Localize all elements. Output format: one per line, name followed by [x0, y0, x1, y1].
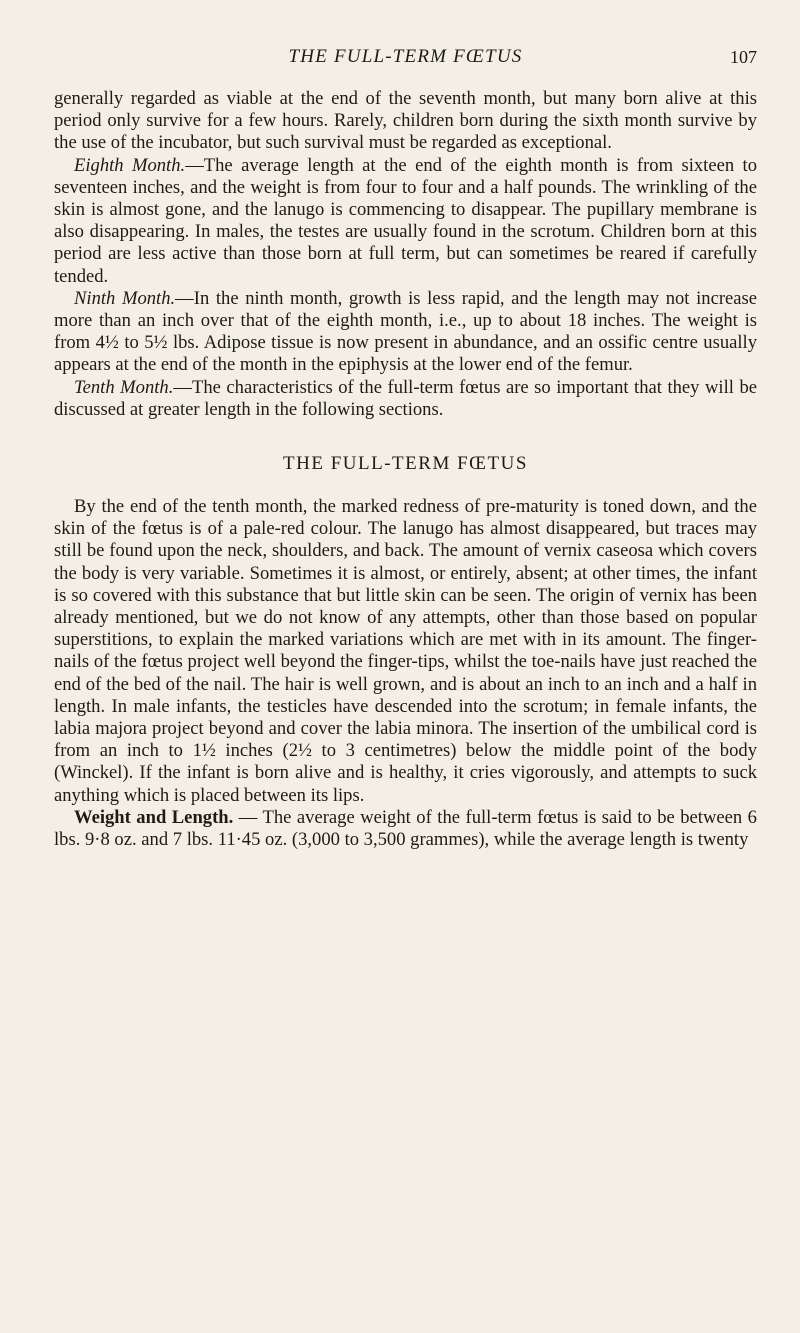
paragraph-text: By the end of the tenth month, the marked redness of pre-maturity is toned down, and the skin of the fœtus is of a pale-red colour. The lanugo has almost disappeared, but traces may still be found upon the neck, shoulders, and back. The amount of vernix caseosa which covers the body is very variable. Sometimes it is almost, or entirely, absent; at other times, the infant is so covered with this substance that but little skin can be seen. The origin of vernix has been already mentioned, but we do not know of any attempts, other than those based on popular superstitions, to explain the marked variations which are met with in its amount. The finger-nails of the fœtus project well beyond the finger-tips, whilst the toe-nails have just reached the end of the bed of the nail. The hair is well grown, and is about an inch to an inch and a half in length. In male infants, the testicles have descended into the scrotum; in female infants, the labia majora project beyond and cover the labia minora. The insertion of the umbilical cord is from an inch to 1½ inches (2½ to 3 centimetres) below the middle point of the body (Winckel). If the infant is born alive and is healthy, it cries vigorously, and attempts to suck anything which is placed between its lips.: [54, 496, 757, 806]
paragraph-text: — The average weight of the full-term fœtus is said to be between 6 lbs. 9·8 oz. and 7 lbs. 11·45 oz. (3,000 to 3,500 grammes), while the average length is twenty: [54, 806, 757, 851]
book-page: [54, 40, 757, 851]
paragraph-text: —The characteristics of the full-term fœtus are so important that they will be discussed at greater length in the following sections.: [54, 376, 757, 420]
paragraph-tenth-month: [54, 377, 757, 421]
paragraph-head: Weight and Length.: [74, 806, 234, 828]
paragraph-eighth-month: [54, 155, 757, 288]
running-header: [54, 40, 757, 74]
paragraph-text: generally regarded as viable at the end of the seventh month, but many born alive at this period only survive for a few hours. Rarely, children born during the sixth month survive by the use of the incubator, but such survival must be regarded as exceptional.: [54, 88, 757, 154]
paragraph-weight-and-length: [54, 807, 757, 851]
paragraph-viability: [54, 88, 757, 155]
paragraph-text: —In the ninth month, growth is less rapid, and the length may not increase more than an inch over that of the eighth month, i.e., up to about 18 inches. The weight is from 4½ to 5½ lbs. Adipose tissue is now present in abundance, and an ossific centre usually appears at the end of the month in the epiphysis at the lower end of the femur.: [54, 287, 758, 376]
paragraph-head: Tenth Month.: [74, 376, 174, 398]
paragraph-ninth-month: [54, 288, 757, 377]
paragraph-text: —The average length at the end of the eighth month is from sixteen to seventeen inches, and the weight is from four to four and a half pounds. The wrinkling of the skin is almost gone, and the lanugo is commencing to disappear. The pupillary membrane is also disappearing. In males, the testes are usually found in the scrotum. Children born at this period are less active than those born at full term, but can sometimes be reared if carefully tended.: [54, 154, 757, 287]
paragraph-head: Ninth Month.: [74, 287, 176, 309]
running-title: THE FULL-TERM FŒTUS: [288, 46, 523, 67]
section-heading: THE FULL-TERM FŒTUS: [283, 453, 528, 475]
paragraph-full-term-characteristics: [54, 496, 757, 807]
paragraph-head: Eighth Month.: [74, 154, 186, 176]
page-number: 107: [730, 47, 757, 67]
